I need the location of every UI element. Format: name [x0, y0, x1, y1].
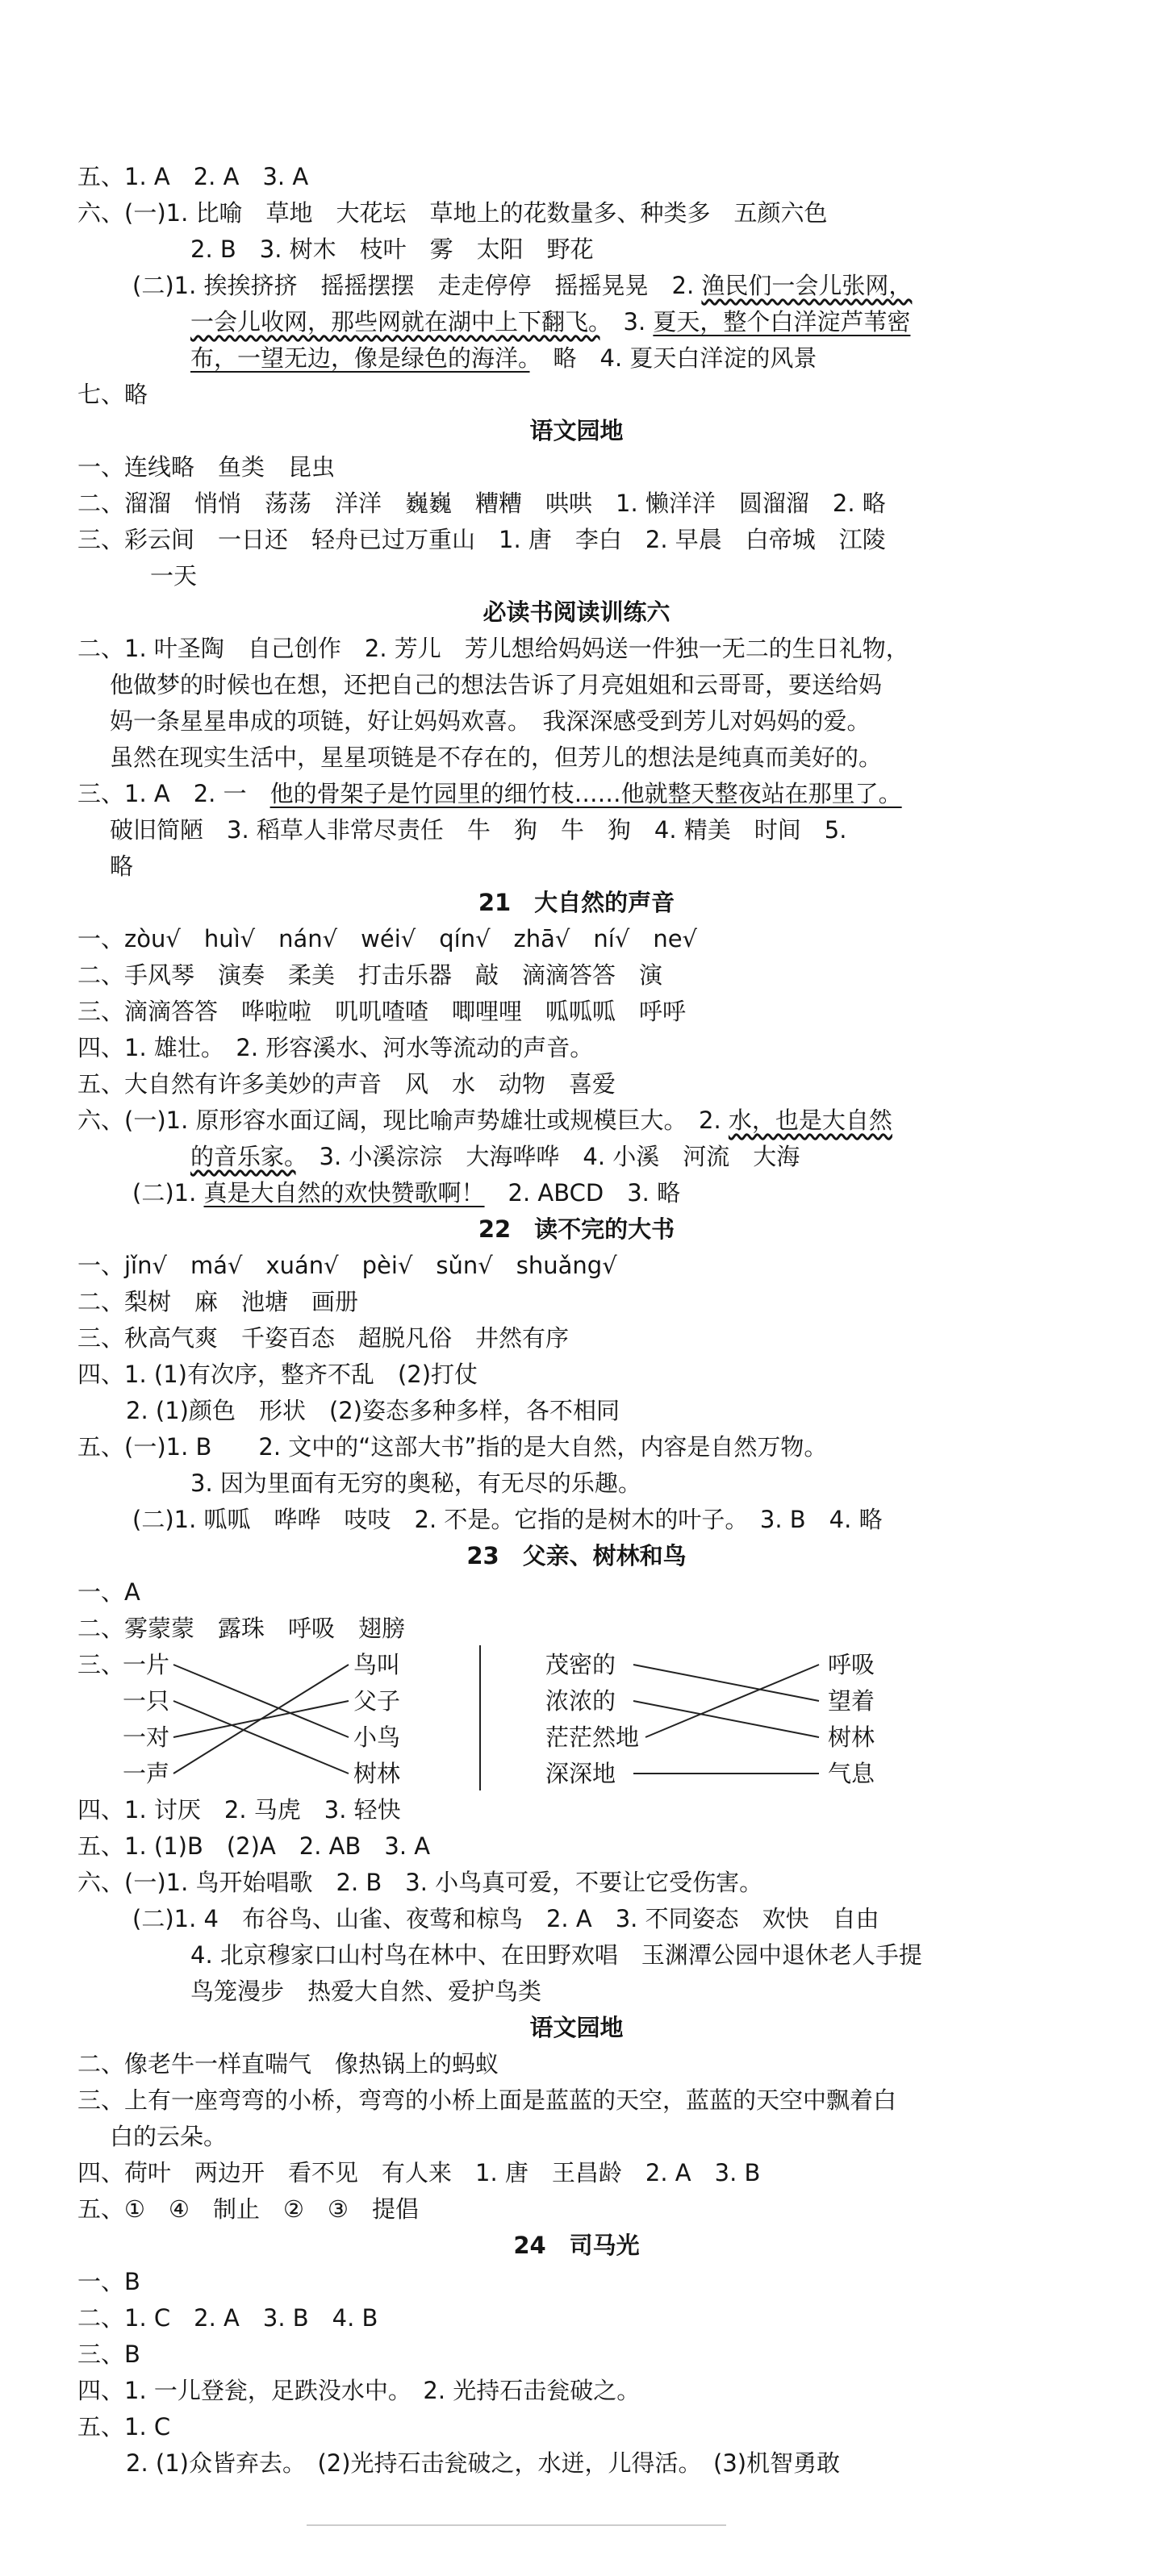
answer-line: 二、1. 叶圣陶 自己创作 2. 芳儿 芳儿想给妈妈送一件独一无二的生日礼物，: [77, 635, 909, 662]
section-title: 22 读不完的大书: [478, 1215, 675, 1243]
underlined-answer: 夏天，整个白洋淀芦苇密: [653, 308, 911, 336]
answer-line: 一天: [150, 562, 198, 590]
answer-line: 五、① ④ 制止 ② ③ 提倡: [77, 2195, 419, 2223]
answer-line: 二、1. C 2. A 3. B 4. B: [77, 2304, 378, 2332]
answer-line: 三、滴滴答答 哗啦啦 叽叽喳喳 唧哩哩 呱呱呱 呼呼: [77, 998, 687, 1025]
match-right-b: 望着: [828, 1687, 875, 1715]
section-title: 21 大自然的声音: [478, 889, 675, 916]
answer-line: 四、1. 讨厌 2. 马虎 3. 轻快: [77, 1796, 401, 1824]
answer-line: 妈一条星星串成的项链，好让妈妈欢喜。 我深深感受到芳儿对妈妈的爱。: [110, 707, 871, 735]
underlined-answer: 真是大自然的欢快赞歌啊！: [203, 1179, 485, 1207]
wavy-underlined-answer: 水，也是大自然: [728, 1107, 892, 1134]
match-left-b: 深深地: [545, 1760, 616, 1787]
answer-line: 二、手风琴 演奏 柔美 打击乐器 敲 滴滴答答 演: [77, 961, 663, 989]
wavy-underlined-answer: 渔民们一会儿张网，: [701, 272, 913, 299]
answer-line: 白的云朵。: [110, 2123, 228, 2150]
match-right-b: 气息: [828, 1760, 875, 1787]
match-right-b: 呼吸: [828, 1651, 875, 1678]
match-right-a: 父子: [353, 1687, 401, 1715]
answer-line: 二、雾蒙蒙 露珠 呼吸 翅膀: [77, 1615, 406, 1642]
answer-line: 一、A: [77, 1578, 140, 1606]
answer-line: 一、B: [77, 2268, 140, 2295]
section-title: 必读书阅读训练六: [483, 598, 670, 626]
match-left-b: 茫茫然地: [545, 1724, 640, 1751]
line-part: 2. ABCD 3. 略: [484, 1179, 681, 1207]
match-left-a: 一只: [123, 1687, 170, 1715]
answer-line: 五、大自然有许多美妙的声音 风 水 动物 喜爱: [77, 1070, 616, 1098]
line-part: (二)1.: [132, 1179, 204, 1207]
answer-line: 六、(一)1. 比喻 草地 大花坛 草地上的花数量多、种类多 五颜六色: [77, 199, 828, 227]
match-right-a: 小鸟: [353, 1724, 401, 1751]
answer-line: 七、略: [77, 381, 148, 408]
answer-line: 一、jǐn√ má√ xuán√ pèi√ sǔn√ shuǎng√: [77, 1252, 617, 1279]
answer-line: 2. B 3. 树木 枝叶 雾 太阳 野花: [190, 236, 594, 263]
answer-line: 略: [110, 852, 134, 880]
match-right-a: 鸟叫: [353, 1651, 401, 1678]
answer-line: 破旧简陋 3. 稻草人非常尽责任 牛 狗 牛 狗 4. 精美 时间 5.: [110, 816, 847, 844]
line-part: 六、(一)1. 原形容水面辽阔，现比喻声势雄壮或规模巨大。 2.: [77, 1107, 729, 1134]
answer-line: 五、1. A 2. A 3. A: [77, 163, 309, 190]
answer-line: 五、(一)1. B 2. 文中的“这部大书”指的是大自然，内容是自然万物。: [77, 1433, 828, 1461]
match-left-b: 浓浓的: [545, 1687, 616, 1715]
matching-prefix: 三、: [77, 1651, 125, 1678]
answer-line: 二、溜溜 悄悄 荡荡 洋洋 巍巍 糟糟 哄哄 1. 懒洋洋 圆溜溜 2. 略: [77, 490, 886, 517]
answer-line: 二、像老牛一样直喘气 像热锅上的蚂蚁: [77, 2050, 499, 2078]
line-part: 略 4. 夏天白洋淀的风景: [529, 344, 817, 372]
line-part: (二)1. 挨挨挤挤 摇摇摆摆 走走停停 摇摇晃晃 2.: [132, 272, 702, 299]
answer-line: 2. (1)颜色 形状 (2)姿态多种多样，各不相同: [126, 1397, 620, 1424]
answer-line: 四、1. (1)有次序，整齐不乱 (2)打仗: [77, 1361, 478, 1388]
answer-line: 五、1. (1)B (2)A 2. AB 3. A: [77, 1832, 431, 1860]
answer-line: 四、1. 一儿登瓮，足跌没水中。 2. 光持石击瓮破之。: [77, 2377, 641, 2404]
answer-line: 一、zòu√ huì√ nán√ wéi√ qín√ zhā√ ní√ ne√: [77, 925, 698, 952]
answer-line: 四、1. 雄壮。 2. 形容溪水、河水等流动的声音。: [77, 1034, 594, 1061]
page-bottom-rule: [307, 2524, 726, 2526]
answer-line: 三、B: [77, 2340, 140, 2368]
answer-line: (二)1. 4 布谷鸟、山雀、夜莺和椋鸟 2. A 3. 不同姿态 欢快 自由: [132, 1905, 879, 1932]
answer-line: 三、彩云间 一日还 轻舟已过万重山 1. 唐 李白 2. 早晨 白帝城 江陵: [77, 526, 886, 553]
line-part: 3.: [599, 308, 654, 336]
section-title: 语文园地: [529, 417, 624, 444]
section-title: 24 司马光: [513, 2232, 640, 2259]
section-title: 语文园地: [529, 2014, 624, 2041]
line-part: 三、1. A 2. 一: [77, 780, 270, 807]
match-right-b: 树林: [828, 1724, 875, 1751]
answer-line: 六、(一)1. 鸟开始唱歌 2. B 3. 小鸟真可爱，不要让它受伤害。: [77, 1869, 763, 1896]
underlined-answer: 布，一望无边，像是绿色的海洋。: [190, 344, 530, 372]
answer-line: 一、连线略 鱼类 昆虫: [77, 453, 336, 481]
answer-line: 二、梨树 麻 池塘 画册: [77, 1288, 359, 1315]
answer-line: 虽然在现实生活中，星星项链是不存在的，但芳儿的想法是纯真而美好的。: [110, 744, 883, 771]
answer-line: 四、荷叶 两边开 看不见 有人来 1. 唐 王昌龄 2. A 3. B: [77, 2159, 761, 2186]
answer-line: (二)1. 呱呱 哗哗 吱吱 2. 不是。它指的是树木的叶子。 3. B 4. 略: [132, 1506, 883, 1533]
answer-line: 三、上有一座弯弯的小桥，弯弯的小桥上面是蓝蓝的天空，蓝蓝的天空中飘着白: [77, 2086, 897, 2114]
line-part: 3. 小溪淙淙 大海哗哗 4. 小溪 河流 大海: [295, 1143, 800, 1170]
answer-line: 他做梦的时候也在想，还把自己的想法告诉了月亮姐姐和云哥哥，要送给妈: [110, 671, 883, 698]
answer-line: 2. (1)众皆弃去。 (2)光持石击瓮破之，水迸，儿得活。 (3)机智勇敢: [126, 2449, 841, 2477]
match-left-a: 一对: [123, 1724, 170, 1751]
match-left-a: 一声: [123, 1760, 170, 1787]
answer-line: 3. 因为里面有无穷的奥秘，有无尽的乐趣。: [190, 1469, 641, 1497]
answer-line: 五、1. C: [77, 2413, 171, 2441]
answer-line: 三、秋高气爽 千姿百态 超脱凡俗 井然有序: [77, 1324, 570, 1352]
match-right-a: 树林: [353, 1760, 401, 1787]
section-title: 23 父亲、树林和鸟: [466, 1542, 687, 1569]
underlined-answer: 他的骨架子是竹园里的细竹枝……他就整天整夜站在那里了。: [269, 780, 902, 807]
answer-line: 鸟笼漫步 热爱大自然、爱护鸟类: [190, 1978, 542, 2005]
wavy-underlined-answer: 一会儿收网，那些网就在湖中上下翻飞。: [190, 308, 600, 336]
wavy-underlined-answer: 的音乐家。: [190, 1143, 296, 1170]
match-left-b: 茂密的: [545, 1651, 616, 1678]
answer-line: 4. 北京穆家口山村鸟在林中、在田野欢唱 玉渊潭公园中退休老人手提: [190, 1941, 922, 1969]
match-left-a: 一片: [123, 1651, 170, 1678]
